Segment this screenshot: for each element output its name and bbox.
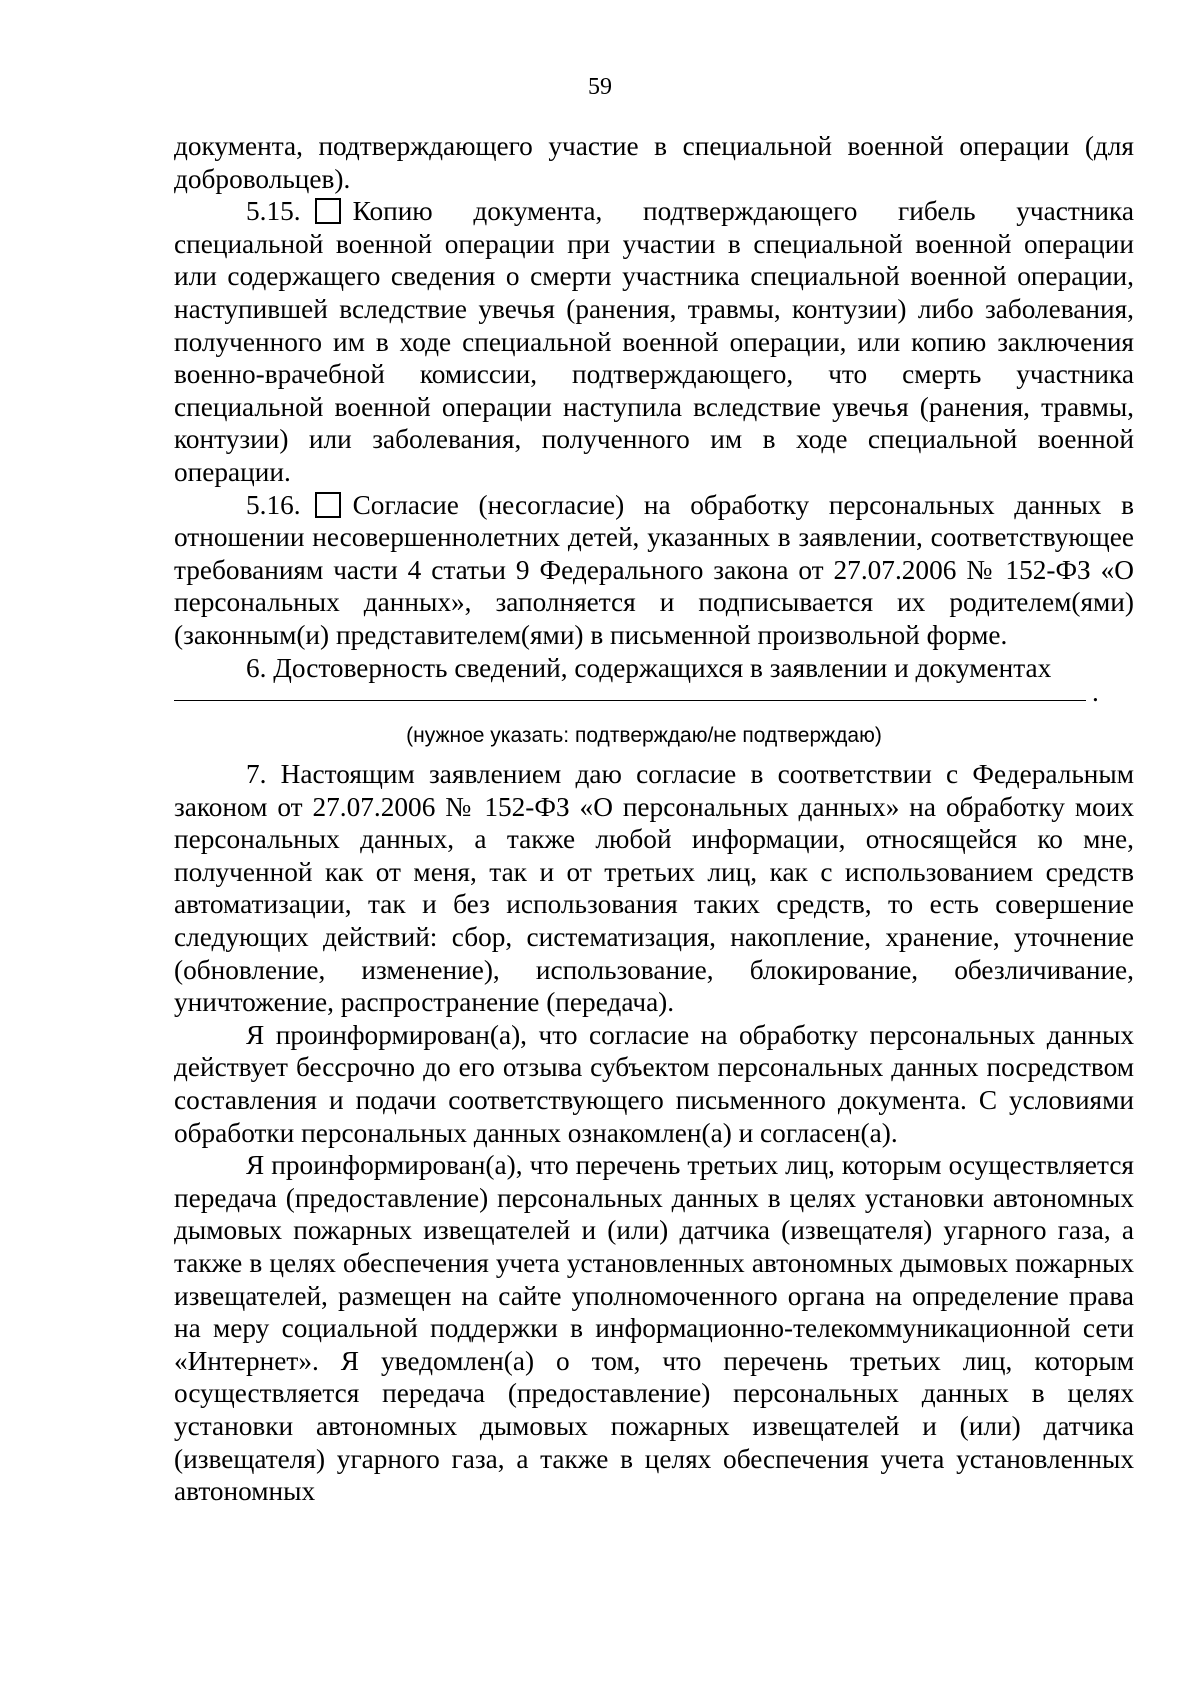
paragraph-5-16 (174, 489, 1134, 652)
field-hint: (нужное указать: подтверждаю/не подтверждаю) (406, 724, 882, 748)
item-number-5-16: 5.16. (246, 489, 301, 520)
fill-in-field-6[interactable] (174, 677, 1134, 718)
checkbox-5-15[interactable] (315, 198, 341, 224)
paragraph-6: 6. Достоверность сведений, содержащихся в заявлении и документах (246, 652, 1052, 683)
item-number-5-15: 5.15. (246, 196, 301, 227)
paragraph-third-parties: Я проинформирован(а), что перечень третьих лиц, которым осуществляется передача (предоставление) персональных данных в целях установки автономных дымовых пожарных извещателей и (или) датчика (извещателя) угарного газа, а также в целях обеспечения учета установленных автономных дымовых пожарных извещателей, размещен на сайте уполномоченного органа на определение права на меру социальной поддержки в информационно-телекоммуникационной сети «Интернет». Я уведомлен(а) о том, что перечень третьих лиц, которым осуществляется передача (предоставление) персональных данных в целях установки автономных дымовых пожарных извещателей и (или) датчика (извещателя) угарного газа, а также в целях обеспечения учета установленных автономных (174, 1150, 1134, 1507)
paragraph-consent-term: Я проинформирован(а), что согласие на обработку персональных данных действует бессрочно до его отзыва субъектом персональных данных посредством составления и подачи соответствующего письменного документа. С условиями обработки персональных данных ознакомлен(а) и согласен(а). (174, 1019, 1134, 1148)
paragraph-continuation: документа, подтверждающего участие в специальной военной операции (для добровольцев). (174, 131, 1134, 194)
paragraph-7: 7. Настоящим заявлением даю согласие в соответствии с Федеральным законом от 27.07.2006 № 152-ФЗ «О персональных данных» на обработку моих персональных данных, а также любой информации, относящейся ко мне, полученной как от меня, так и от третьих лиц, как с использованием средств автоматизации, так и без использования таких средств, то есть совершение следующих действий: сбор, систематизация, накопление, хранение, уточнение (обновление, изменение), использование, блокирование, обезличивание, уничтожение, распространение (передача). (174, 759, 1134, 1018)
item-text-5-15: Копию документа, подтверждающего гибель участника специальной военной операции при участии в специальной военной операции или содержащего сведения о смерти участника специальной военной операции, наступившей вследствие увечья (ранения, травмы, контузии) либо заболевания, полученного им в ходе специальной военной операции, или копию заключения военно-врачебной комиссии, подтверждающего, что смерть участника специальной военной операции наступила вследствие увечья (ранения, травмы, контузии) или заболевания, полученного им в ходе специальной военной операции. (174, 196, 1134, 487)
fill-in-period: . (1092, 677, 1099, 708)
item-text-5-16: Согласие (несогласие) на обработку персональных данных в отношении несовершеннолетних детей, указанных в заявлении, соответствующее требованиям части 4 статьи 9 Федерального закона от 27.07.2006 № 152-ФЗ «О персональных данных», заполняется и подписывается их родителем(ями) (законным(и) представителем(ями) в письменной произвольной форме. (174, 489, 1134, 650)
fill-in-line (174, 700, 1086, 701)
document-body (174, 130, 1134, 1508)
paragraph-5-15 (174, 195, 1134, 488)
checkbox-5-16[interactable] (315, 492, 341, 518)
page-number: 59 (588, 74, 612, 100)
